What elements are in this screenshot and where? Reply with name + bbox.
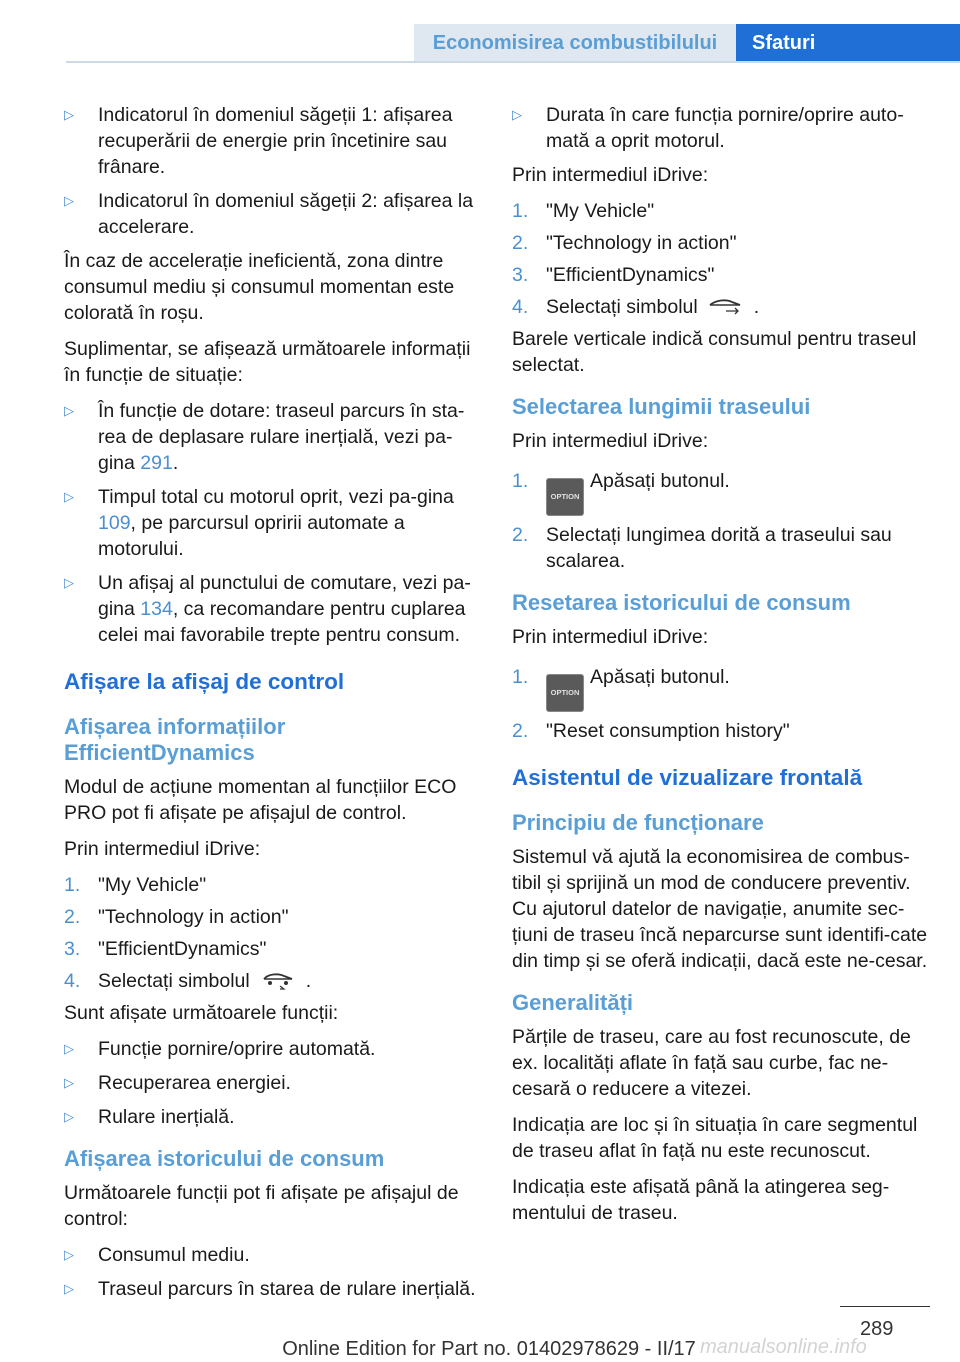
page-link[interactable]: 134 [140,598,173,620]
bullet-icon: ▷ [64,1041,74,1056]
heading-reset-history: Resetarea istoricului de consum [512,590,851,615]
paragraph: Indicația are loc și în situația în care segmentul de traseu aflat în față nu este recunoscut. [512,1114,918,1162]
heading-principle: Principiu de funcționare [512,810,764,835]
list-item: ▷ Indicatorul în domeniul săgeții 1: afișarea recuperării de energie prin încetinire sau frânare. [64,104,453,178]
step-item: 2. "Technology in action" [64,906,289,928]
paragraph: Prin intermediul iDrive: [64,838,261,860]
paragraph: Suplimentar, se afișează următoarele informații în funcție de situație: [64,338,471,386]
list-item: ▷ Rulare inerțială. [64,1106,235,1128]
route-history-icon [706,297,746,317]
paragraph: Următoarele funcții pot fi afișate pe afișajul de control: [64,1182,459,1230]
bullet-icon: ▷ [64,575,74,590]
step-item: 3. "EfficientDynamics" [512,264,715,286]
heading-route-length: Selectarea lungimii traseului [512,394,811,419]
paragraph: Sistemul vă ajută la economisirea de combus‐tibil și sprijină un mod de conducere preventiv. Cu ajutorul datelor de navigație, anumite sec‐țiuni de traseu încă neparcurse sunt identifi‐cate din timp și se oferă indicații, dacă este ne‐cesar. [512,846,928,972]
step-item: 1. "My Vehicle" [64,874,207,896]
heading-general: Generalități [512,990,634,1015]
bullet-icon: ▷ [64,107,74,122]
list-item: ▷ Funcție pornire/oprire automată. [64,1038,376,1060]
heading-control-display: Afișare la afișaj de control [64,669,345,694]
paragraph: Prin intermediul iDrive: [512,164,709,186]
paragraph: Barele verticale indică consumul pentru traseul selectat. [512,328,917,376]
header-rule [66,61,960,63]
list-item: ▷ Durata în care funcția pornire/oprire auto‐mată a oprit motorul. [512,104,904,152]
edition-footer: Online Edition for Part no. 01402978629 - II/17 [282,1338,696,1360]
page-number: 289 [860,1318,894,1340]
step-item: 1. OPTIONApăsați butonul. [512,664,932,712]
page-header [0,0,960,62]
list-item: ▷ În funcție de dotare: traseul parcurs în sta‐rea de deplasare rulare inerțială, vezi pa‐gina 291. [64,400,465,474]
paragraph: Prin intermediul iDrive: [512,626,709,648]
option-button-icon: OPTION [546,478,584,516]
bullet-icon: ▷ [64,1281,74,1296]
bullet-icon: ▷ [64,403,74,418]
watermark: manualsonline.info [700,1336,867,1358]
bullet-icon: ▷ [64,1247,74,1262]
step-item: 4. Selectați simbolul . [64,970,312,992]
step-item: 2. "Technology in action" [512,232,737,254]
bullet-icon: ▷ [64,1109,74,1124]
right-column [512,102,932,1236]
step-item: 1. "My Vehicle" [512,200,655,222]
step-item: 1. OPTIONApăsați butonul. [512,468,932,516]
page-link[interactable]: 291 [140,452,173,474]
bullet-icon: ▷ [512,107,522,122]
list-item: ▷ Indicatorul în domeniul săgeții 2: afișarea la accelerare. [64,190,474,238]
step-item: 2. Selectați lungimea dorită a traseului sau scalarea. [512,524,892,572]
paragraph: Sunt afișate următoarele funcții: [64,1002,339,1024]
list-item: ▷ Consumul mediu. [64,1244,250,1266]
paragraph: Modul de acțiune momentan al funcțiilor ECO PRO pot fi afișate pe afișajul de control. [64,776,457,824]
step-item: 3. "EfficientDynamics" [64,938,267,960]
left-column [64,102,482,1310]
step-item: 2. "Reset consumption history" [512,720,790,742]
section-title: Economisirea combustibilului [414,24,736,62]
efficiency-car-icon [258,971,298,991]
bullet-icon: ▷ [64,1075,74,1090]
step-item: 4. Selectați simbolul . [512,296,760,318]
option-button-icon: OPTION [546,674,584,712]
paragraph: Indicația este afișată până la atingerea seg‐mentului de traseu. [512,1176,890,1224]
list-item: ▷ Traseul parcurs în starea de rulare inerțială. [64,1278,476,1300]
heading-forward-assistant: Asistentul de vizualizare frontală [512,765,863,790]
paragraph: În caz de accelerație ineficientă, zona dintre consumul mediu și consumul momentan este colorată în roșu. [64,250,455,324]
bullet-icon: ▷ [64,193,74,208]
paragraph: Prin intermediul iDrive: [512,430,709,452]
list-item: ▷ Timpul total cu motorul oprit, vezi pa‐gina 109, pe parcursul opririi automate a motorului. [64,486,454,560]
heading-efficientdynamics: Afișarea informațiilor EfficientDynamics [64,714,286,765]
paragraph: Părțile de traseu, care au fost recunoscute, de ex. localități aflate în față sau curbe, fac ne‐cesară o reducere a vitezei. [512,1026,911,1100]
page-link[interactable]: 109 [98,512,131,534]
section-tab: Sfaturi [736,24,960,62]
bullet-icon: ▷ [64,489,74,504]
list-item: ▷ Un afișaj al punctului de comutare, vezi pa‐gina 134, ca recomandare pentru cuplarea celei mai favorabile trepte pentru consum. [64,572,471,646]
page-number-rule [840,1306,930,1307]
list-item: ▷ Recuperarea energiei. [64,1072,291,1094]
heading-consumption-history: Afișarea istoricului de consum [64,1146,385,1171]
